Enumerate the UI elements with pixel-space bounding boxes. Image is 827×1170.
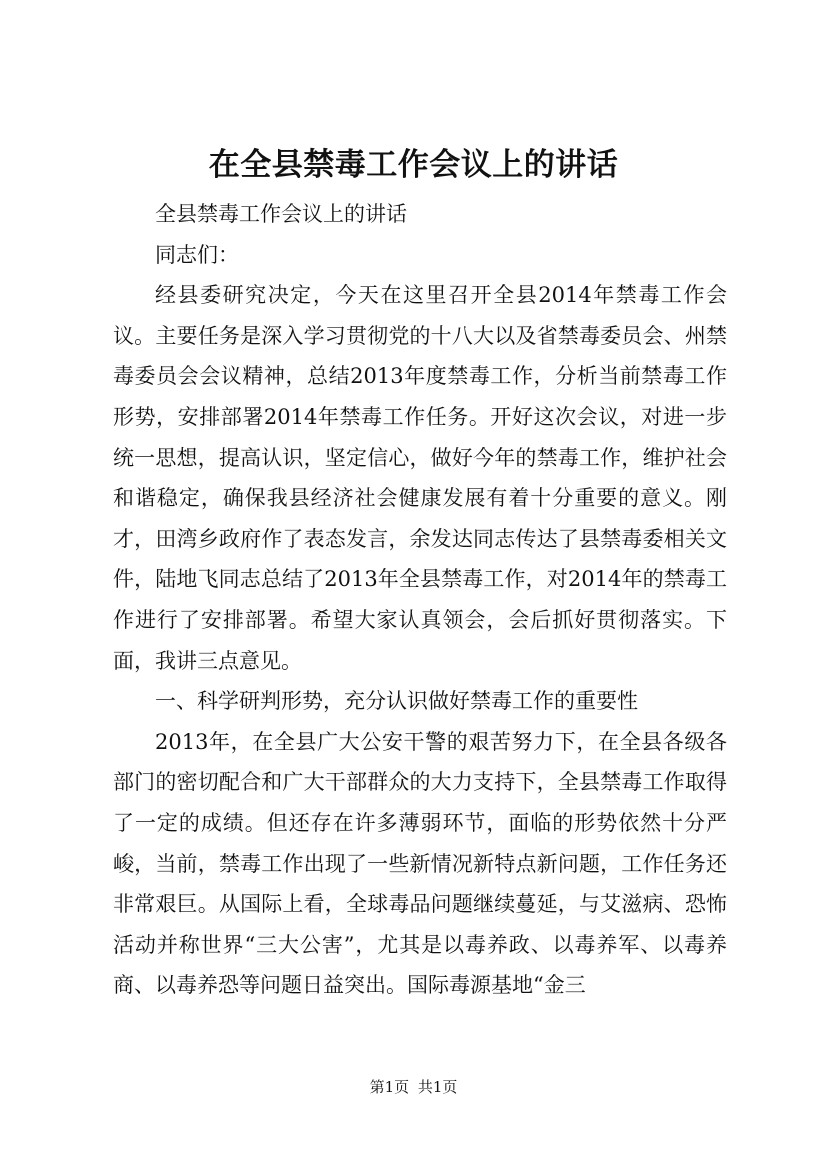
page-footer [0, 1076, 827, 1098]
document-title: 在全县禁毒工作会议上的讲话 [208, 147, 619, 183]
section-heading: 一、科学研判形势，充分认识做好禁毒工作的重要性 [155, 689, 638, 714]
page-number: 第1页 [369, 1078, 410, 1096]
subtitle-paragraph: 全县禁毒工作会议上的讲话 [155, 202, 407, 226]
page-total: 共1页 [417, 1078, 458, 1096]
salutation-paragraph: 同志们： [155, 242, 239, 267]
document-body [113, 194, 727, 1006]
body-paragraph: 经县委研究决定，今天在这里召开全县2014年禁毒工作会议。主要任务是深入学习贯彻党的十八大以及省禁毒委员会、州禁毒委员会会议精神，总结2013年度禁毒工作，分析当前禁毒工作形势，安排部署2014年禁毒工作任务。开好这次会议，对进一步统一思想，提高认识，坚定信心，做好今年的禁毒工作，维护社会和谐稳定，确保我县经济社会健康发展有着十分重要的意义。刚才，田湾乡政府作了表态发言，余发达同志传达了县禁毒委相关文件，陆地飞同志总结了2013年全县禁毒工作，对2014年的禁毒工作进行了安排部署。希望大家认真领会，会后抓好贯彻落实。下面，我讲三点意见。 [113, 283, 727, 673]
body-paragraph: 2013年，在全县广大公安干警的艰苦努力下，在全县各级各部门的密切配合和广大干部群众的大力支持下，全县禁毒工作取得了一定的成绩。但还存在许多薄弱环节，面临的形势依然十分严峻，当前，禁毒工作出现了一些新情况新特点新问题，工作任务还非常艰巨。从国际上看，全球毒品问题继续蔓延，与艾滋病、恐怖活动并称世界“三大公害”，尤其是以毒养政、以毒养军、以毒养商、以毒养恐等问题日益突出。国际毒源基地“金三 [113, 729, 727, 998]
